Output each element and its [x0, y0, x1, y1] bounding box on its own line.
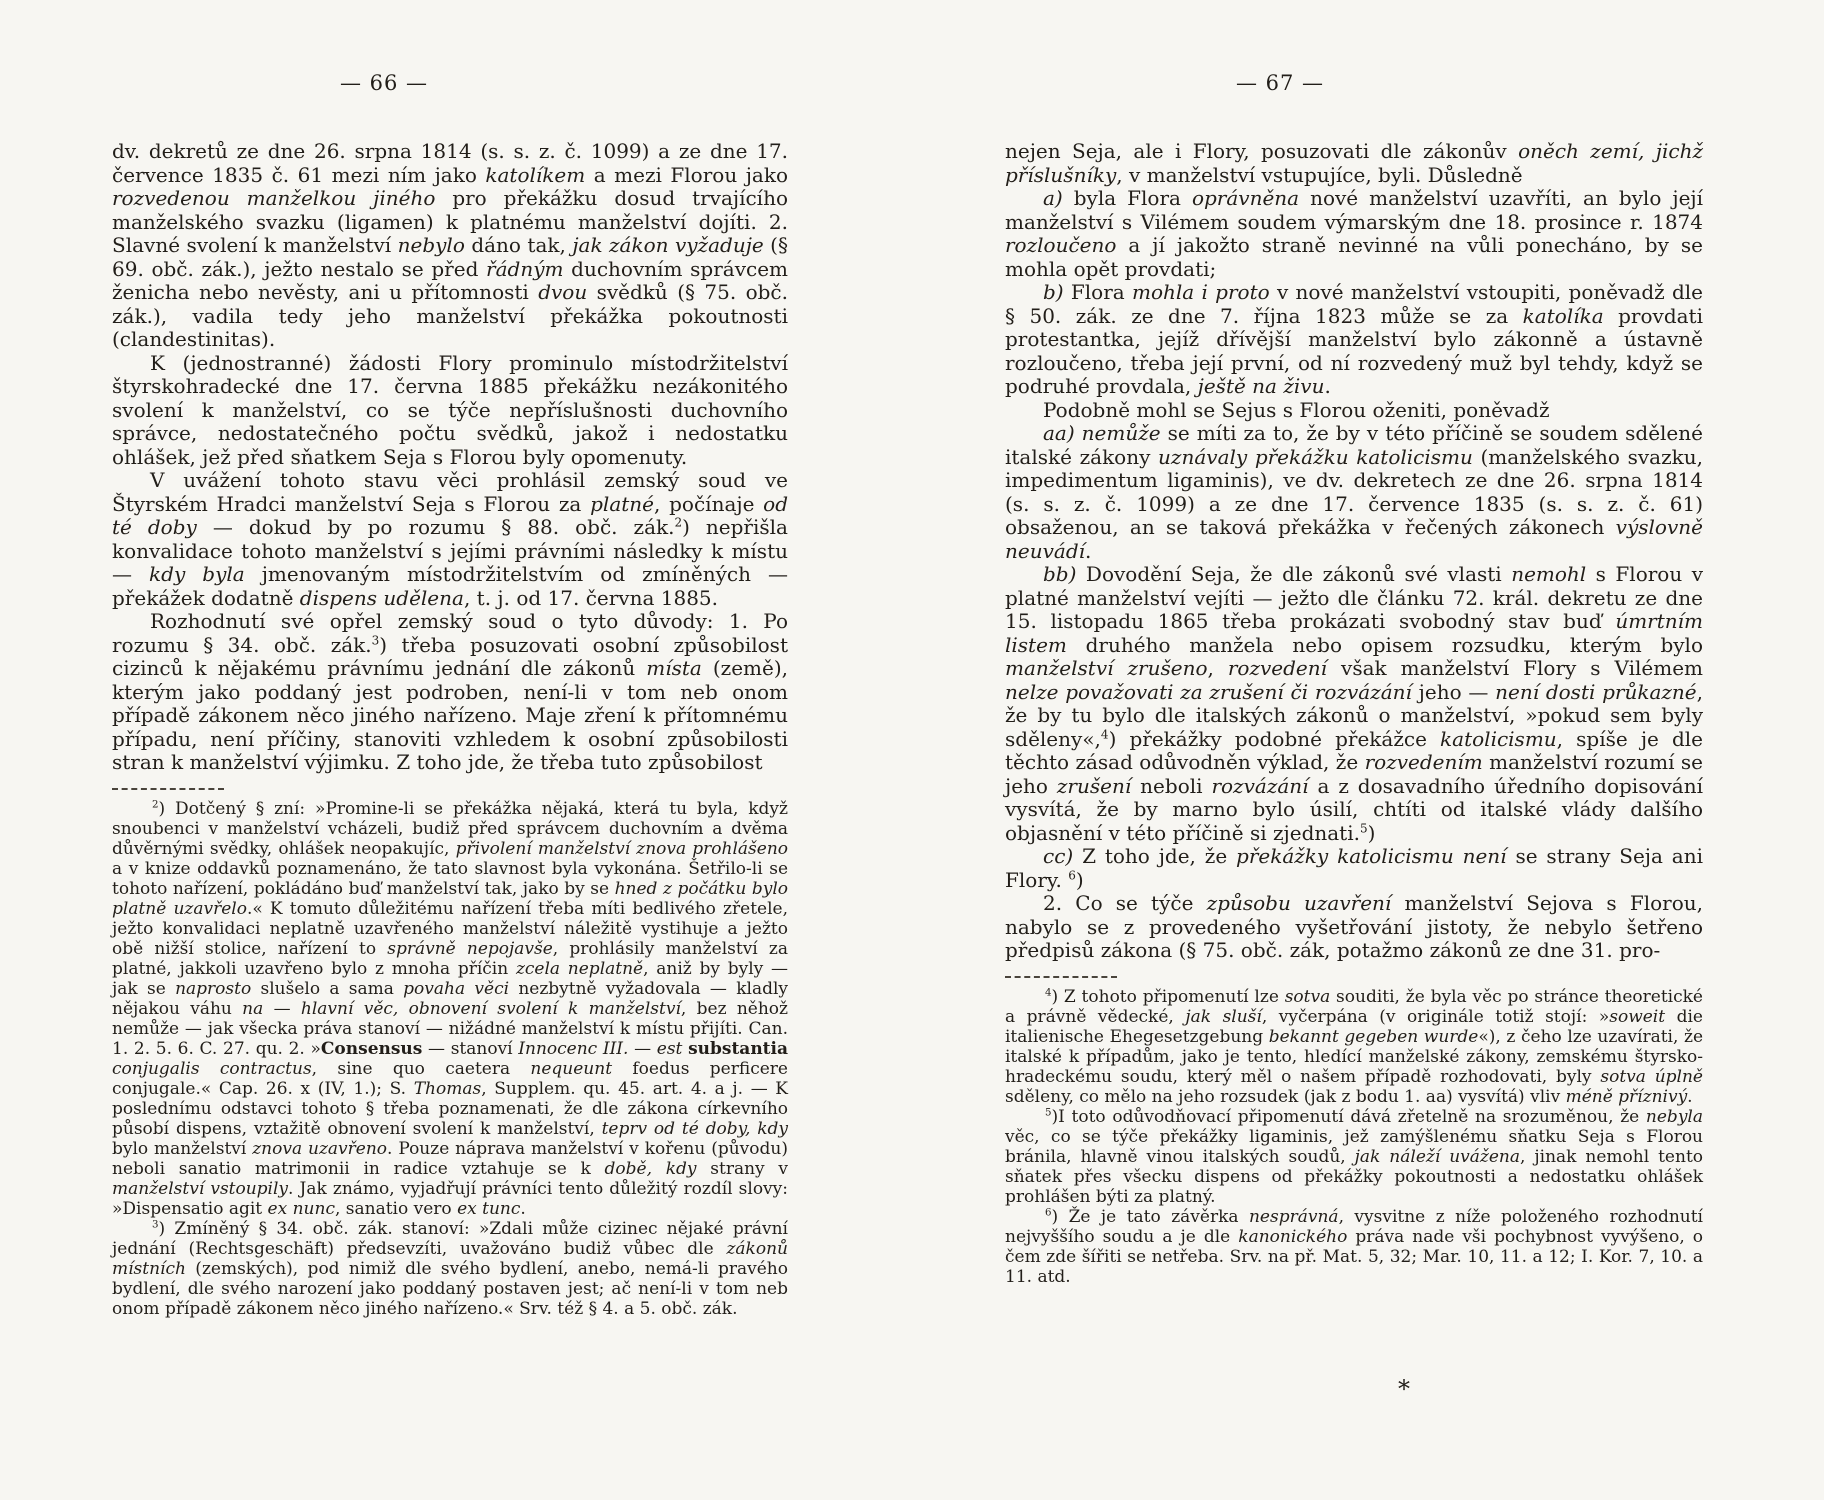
footnote-paragraph: $^2$) Dotčený § zní: »Promine-li se překážka nějaká, která tu byla, když snoubenci v manželství vcházeli, budiž před správcem duchovním a dvěma důvěrnými svědky, ohlášek neopakujíc, přivolení manželství znova prohlášeno a v knize oddavků poznamenáno, že tato slavnost byla vykonána. Šetřilo-li se tohoto nařízení, pokládáno buď manželství tak, jako by se hned z počátku bylo platně uzavřelo.« K tomuto důležitému nařízení třeba míti bedlivého zřetele, ježto konvalidaci neplatně uzavřeného manželství náležitě vystihuje a ježto obě nižší stolice, nařízení to správně nepojavše, prohlásily manželství za platné, jakkoli uzavřeno bylo z mnoha příčin zcela neplatně, aniž by byly — jak se naprosto slušelo a sama povaha věci nezbytně vyžadovala — kladly nějakou váhu na — hlavní věc, obnovení svolení k manželství, bez něhož nemůže — jak všecka práva stanoví — nižádné manželství k místu přijíti. Can. 1. 2. 5. 6. C. 27. qu. 2. »Consensus — stanoví Innocenc III. — est substantia conjugalis contractus, sine quo caetera nequeunt foedus perficere conjugale.« Cap. 26. x (IV, 1.); S. Thomas, Supplem. qu. 45. art. 4. a j. — K poslednímu odstavci tohoto § třeba poznamenati, že dle zákona církevního působí dispens, vztažitě obnovení svolení k manželství, teprv od té doby, kdy bylo manželství znova uzavřeno. Pouze náprava manželství v kořenu (původu) neboli sanatio matrimonii in radice vztahuje se k době, kdy strany v manželství vstoupily. Jak známo, vyjadřují právníci tento důležitý rozdíl slovy: »Dispensatio agit ex nunc, sanatio vero ex tunc.	[112, 798, 789, 1219]
page-66	[112, 70, 788, 1319]
page-body	[112, 140, 788, 775]
body-paragraph: bb) Dovodění Seja, že dle zákonů své vlasti nemohl s Florou v platné manželství vejíti — ježto dle článku 72. král. dekretu ze dne 15. listopadu 1865 třeba prokázati svobodný stav buď úmrtním listem druhého manžela nebo opisem rozsudku, kterým bylo manželství zrušeno, rozvedení však manželství Flory s Vilémem nelze považovati za zrušení či rozvázání jeho — není dosti průkazné, že by tu bylo dle italských zákonů o manželství, »pokud sem byly sděleny«,$^4$) překážky podobné překážce katolicismu, spíše je dle těchto zásad odůvodněn výklad, že rozvedením manželství rozumí se jeho zrušení neboli rozvázání a z dosavadního úředního dopisování vysvítá, že by marno bylo úsilí, chtíti od italské vlády dalšího objasnění v této příčině si zjednati.$^5$)	[1005, 562, 1704, 845]
footnotes-block	[112, 799, 788, 1319]
page-end-asterisk: *	[1398, 1375, 1410, 1403]
footnote-paragraph: $^6$) Že je tato závěrka nesprávná, vysvitne z níže položeného rozhodnutí nejvyššího soudu a je dle kanonického práva nade vši pochybnost vyvýšeno, o čem zde šířiti se netřeba. Srv. na př. Mat. 5, 32; Mar. 10, 11. a 12; I. Kor. 7, 10. a 11. atd.	[1005, 1206, 1703, 1287]
footnotes-block	[1005, 987, 1703, 1287]
page-number: — 66 —	[339, 71, 429, 95]
body-paragraph: b) Flora mohla i proto v nové manželství vstoupiti, poněvadž dle § 50. zák. ze dne 7. října 1823 může se za katolíka provdati protestantka, jejíž dřívější manželství bylo zákonně a ústavně rozloučeno, třeba její první, od ní rozvedený muž byl tehdy, když se podruhé provdala, ještě na živu.	[1005, 280, 1703, 398]
body-paragraph: Rozhodnutí své opřel zemský soud o tyto důvody: 1. Po rozumu § 34. obč. zák.$^3$) třeba posuzovati osobní způsobilost cizinců k nějakému právnímu jednání dle zákonů místa (země), kterým jako poddaný jest podroben, není-li v tom neb onom případě zákonem něco jiného nařízeno. Maje zření k přítomnému případu, není příčiny, stanoviti vzhledem k osobní způsobilosti stran k manželství výjimku. Z toho jde, že třeba tuto způsobilost	[112, 609, 788, 774]
body-paragraph: nejen Seja, ale i Flory, posuzovati dle zákonův oněch zemí, jichž příslušníky, v manželství vstupujíce, byli. Důsledně	[1005, 139, 1703, 187]
footnote-paragraph: $^5$)I toto odůvodňovací připomenutí dává zřetelně na srozuměnou, že nebyla věc, co se týče překážky ligaminis, jež zamýšlenému sňatku Seja s Florou bránila, hlavně vinou italských soudů, jak náleží uvážena, jinak nemohl tento sňatek přes všecku dispens od překážky pokoutnosti a nedostatku ohlášek prohlášen býti za platný.	[1005, 1106, 1704, 1207]
footnote-separator	[1005, 976, 1117, 978]
page-body	[1005, 140, 1703, 963]
body-paragraph: a) byla Flora oprávněna nové manželství uzavříti, an bylo její manželství s Vilémem soudem výmarským dne 18. prosince r. 1874 rozloučeno a jí jakožto straně nevinné na vůli ponecháno, by se mohla opět provdati;	[1005, 186, 1703, 281]
page-67	[1005, 70, 1703, 1287]
body-paragraph: V uvážení tohoto stavu věci prohlásil zemský soud ve Štyrském Hradci manželství Seja s Florou za platné, počínaje od té doby — dokud by po rozumu § 88. obč. zák.$^2$) nepřišla konvalidace tohoto manželství s jejími právními následky k místu — kdy byla jmenovaným místodržitelstvím od zmíněných — překážek dodatně dispens udělena, t. j. od 17. června 1885.	[112, 468, 789, 610]
footnote-paragraph: $^4$) Z tohoto připomenutí lze sotva souditi, že byla věc po stránce theoretické a právně vědecké, jak sluší, vyčerpána (v originále totiž stojí: »soweit die italienische Ehegesetzgebung bekannt gegeben wurde«), z čeho lze uzavírati, že italské k případům, jako je tento, hledící manželské zákony, zemskému štyrsko-hradeckému soudu, který měl o našem případě rozhodovati, byly sotva úplně sděleny, co mělo na jeho rozsudek (jak z bodu 1. aa) vysvítá) vliv méně příznivý.	[1005, 986, 1704, 1107]
body-paragraph: aa) nemůže se míti za to, že by v této příčině se soudem sdělené italské zákony uznávaly překážku katolicismu (manželského svazku, impedimentum ligaminis), ve dv. dekretech ze dne 26. srpna 1814 (s. s. z. č. 1099) a ze dne 17. července 1835 (s. s. z. č. 61) obsaženou, an se taková překážka v řečených zákonech výslovně neuvádí.	[1005, 421, 1703, 563]
page-number: — 67 —	[1235, 71, 1325, 95]
body-paragraph: 2. Co se týče způsobu uzavření manželství Sejova s Florou, nabylo se z provedeného vyšetřování jistoty, že nebylo šetřeno předpisů zákona (§ 75. obč. zák, potažmo zákonů ze dne 31. pro-	[1005, 891, 1703, 962]
body-paragraph: K (jednostranné) žádosti Flory prominulo místodržitelství štyrskohradecké dne 17. června 1885 překážku nezákonitého svolení k manželství, co se týče nepříslušnosti duchovního správce, nedostatečného počtu svědků, jakož i nedostatku ohlášek, jež před sňatkem Seja s Florou byly opomenuty.	[112, 350, 788, 469]
footnote-separator	[112, 788, 224, 790]
body-paragraph: Podobně mohl se Sejus s Florou oženiti, poněvadž	[1043, 397, 1550, 422]
body-paragraph: cc) Z toho jde, že překážky katolicismu není se strany Seja ani Flory. $^6$)	[1005, 844, 1703, 892]
body-paragraph: dv. dekretů ze dne 26. srpna 1814 (s. s. z. č. 1099) a ze dne 17. července 1835 č. 61 mezi ním jako katolíkem a mezi Florou jako rozvedenou manželkou jiného pro překážku dosud trvajícího manželského svazku (ligamen) k platnému manželství dojíti. 2. Slavné svolení k manželství nebylo dáno tak, jak zákon vyžaduje (§ 69. obč. zák.), ježto nestalo se před řádným duchovním správcem ženicha nebo nevěsty, ani u přítomnosti dvou svědků (§ 75. obč. zák.), vadila tedy jeho manželství překážka pokoutnosti (clandestinitas).	[112, 139, 789, 351]
footnote-paragraph: $^3$) Zmíněný § 34. obč. zák. stanoví: »Zdali může cizinec nějaké právní jednání (Rechtsgeschäft) předsevzíti, uvažováno budiž vůbec dle zákonů místních (zemských), pod nimiž dle svého bydlení, anebo, nemá-li pravého bydlení, dle svého narození jako poddaný postaven jest; ač není-li v tom neb onom případě zákonem něco jiného nařízeno.« Srv. též § 4. a 5. obč. zák.	[112, 1218, 788, 1319]
